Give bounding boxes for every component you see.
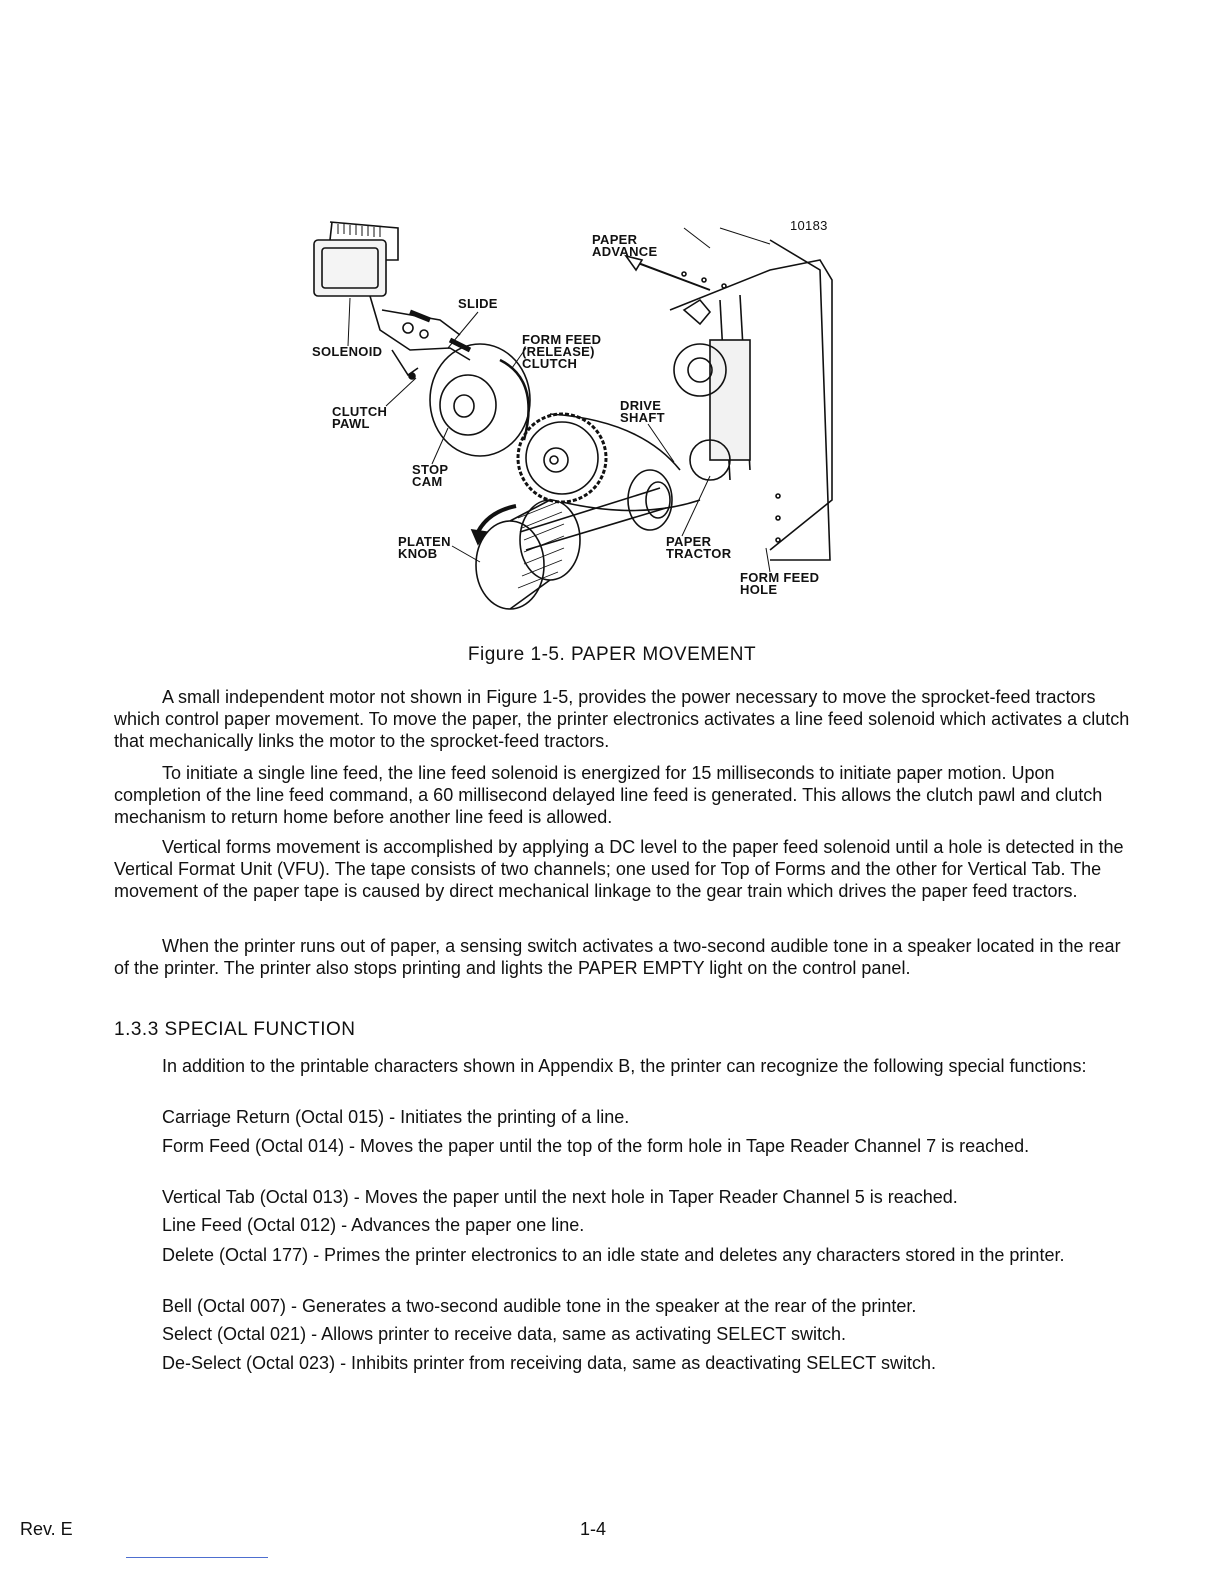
- label-solenoid: SOLENOID: [312, 344, 383, 359]
- label-drive-shaft: DRIVE SHAFT: [620, 398, 665, 425]
- function-item: Select (Octal 021) - Allows printer to receive data, same as activating SELECT switch.: [162, 1324, 846, 1344]
- body-paragraph-4: [114, 935, 1132, 979]
- label-stop-cam: STOP CAM: [412, 462, 449, 489]
- revision-label: Rev. E: [20, 1519, 73, 1539]
- function-item: Form Feed (Octal 014) - Moves the paper until the top of the form hole in Tape Reader Channel 7 is reached.: [162, 1136, 1030, 1156]
- figure-caption: Figure 1-5. PAPER MOVEMENT: [467, 644, 757, 665]
- label-clutch-pawl: CLUTCH PAWL: [332, 404, 388, 431]
- paragraph-text: When the printer runs out of paper, a sensing switch activates a two-second audible tone in a speaker located in the rear of the printer. The printer also stops printing and lights the PAPER EMPTY light on the control panel.: [114, 936, 1121, 978]
- bottom-rule: [126, 1557, 268, 1558]
- function-item: Vertical Tab (Octal 013) - Moves the paper until the next hole in Taper Reader Channel 5 is reached.: [162, 1187, 958, 1207]
- page-number: 1-4: [580, 1519, 607, 1539]
- label-slide: SLIDE: [458, 296, 498, 311]
- label-form-feed-clutch: FORM FEED (RELEASE) CLUTCH: [522, 332, 602, 371]
- label-platen-knob: PLATEN KNOB: [398, 534, 451, 561]
- figure-number: 10183: [790, 218, 828, 233]
- body-paragraph-1: [114, 686, 1132, 752]
- paragraph-text: In addition to the printable characters shown in Appendix B, the printer can recognize the following special functions:: [162, 1056, 1087, 1076]
- body-paragraph-3: [114, 836, 1132, 902]
- function-item: Carriage Return (Octal 015) - Initiates the printing of a line.: [162, 1107, 630, 1127]
- function-item: Line Feed (Octal 012) - Advances the paper one line.: [162, 1215, 585, 1235]
- label-paper-tractor: PAPER TRACTOR: [666, 534, 732, 561]
- paper-movement-figure: [300, 200, 860, 620]
- paragraph-text: Vertical forms movement is accomplished by applying a DC level to the paper feed solenoid until a hole is detected in the Vertical Format Unit (VFU). The tape consists of two channels; one used for Top of Forms and the other for Vertical Tab. The movement of the paper tape is caused by direct mechanical linkage to the gear train which drives the paper feed tractors.: [114, 837, 1124, 901]
- paragraph-text: To initiate a single line feed, the line feed solenoid is energized for 15 milliseconds to initiate paper motion. Upon completion of the line feed command, a 60 millisecond delayed line feed is generated. This allows the clutch pawl and clutch mechanism to return home before another line feed is allowed.: [114, 763, 1103, 827]
- function-item: Bell (Octal 007) - Generates a two-second audible tone in the speaker at the rear of the printer.: [162, 1296, 917, 1316]
- function-item: De-Select (Octal 023) - Inhibits printer from receiving data, same as deactivating SELECT switch.: [162, 1353, 936, 1373]
- label-paper-advance: PAPER ADVANCE: [592, 232, 658, 259]
- section-heading: 1.3.3 SPECIAL FUNCTION: [114, 1019, 356, 1040]
- paragraph-text: A small independent motor not shown in Figure 1-5, provides the power necessary to move the sprocket-feed tractors which control paper movement. To move the paper, the printer electronics activates a line feed solenoid which activates a clutch that mechanically links the motor to the sprocket-feed tractors.: [114, 687, 1130, 751]
- label-form-feed-hole: FORM FEED HOLE: [740, 570, 820, 597]
- section-intro: [114, 1055, 1132, 1077]
- body-paragraph-2: [114, 762, 1132, 828]
- function-item: Delete (Octal 177) - Primes the printer electronics to an idle state and deletes any characters stored in the printer.: [162, 1245, 1065, 1265]
